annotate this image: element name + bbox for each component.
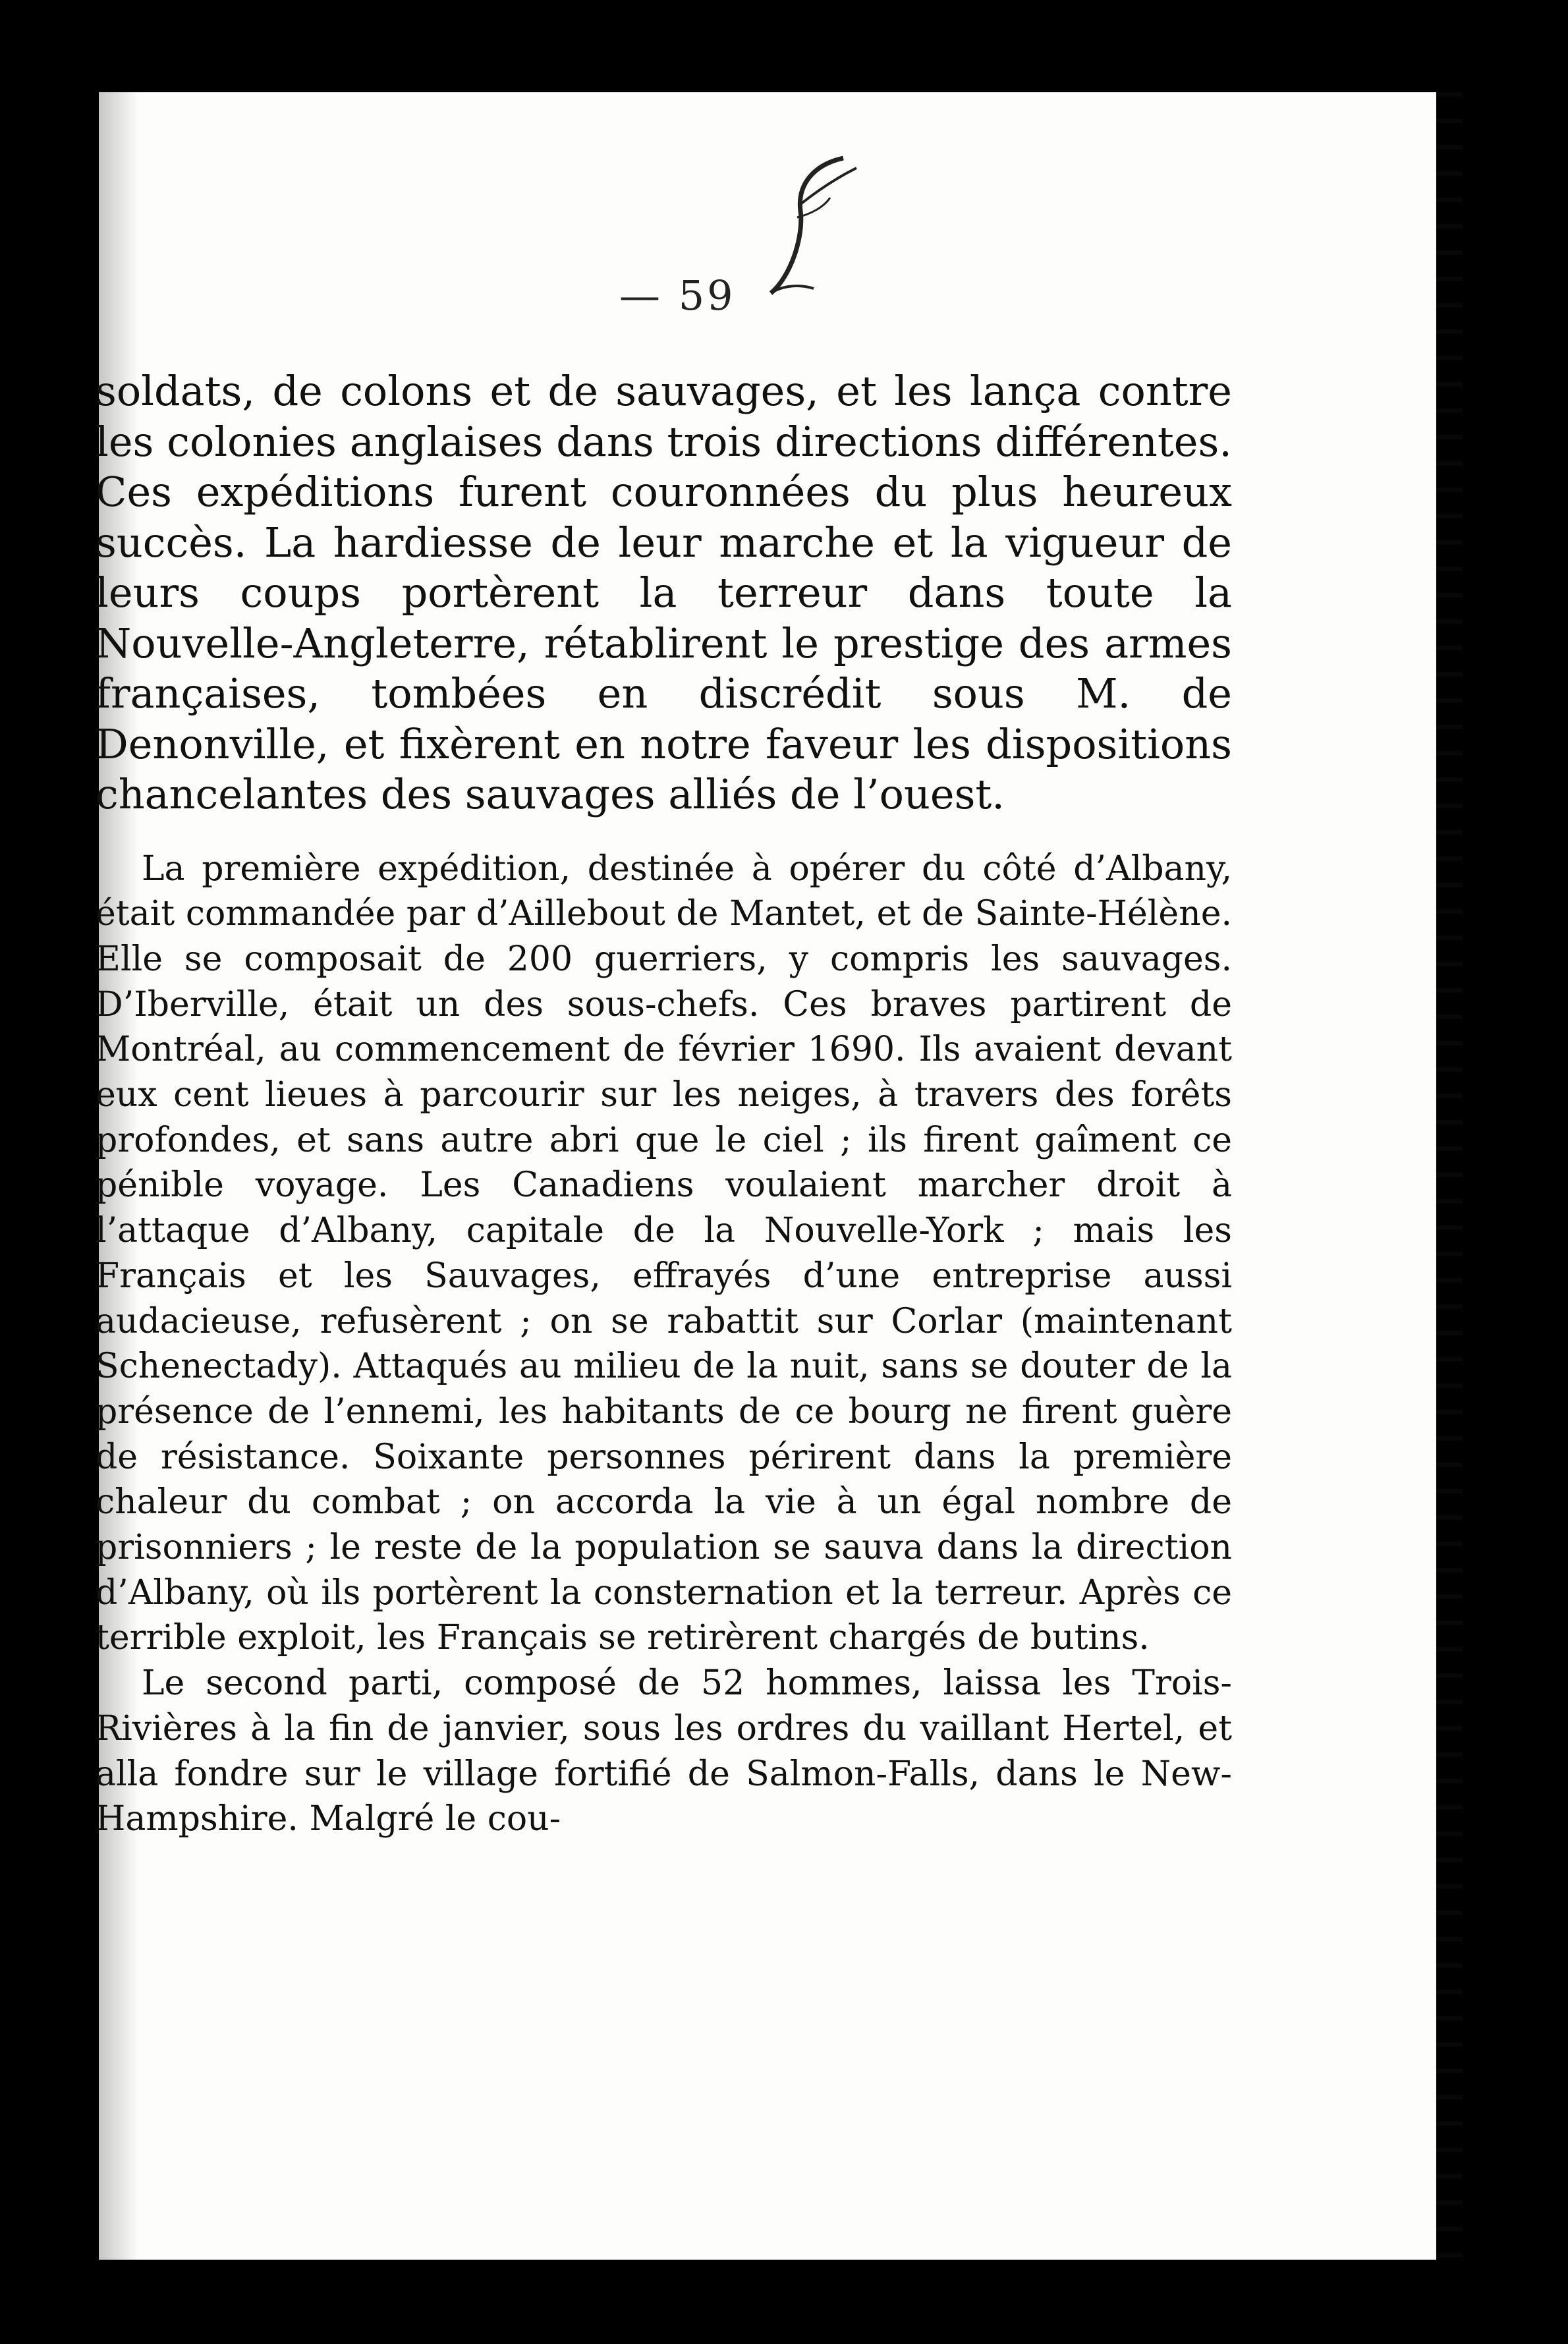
paragraph-large: soldats, de colons et de sauvages, et les lança contre les colonies anglaises dans trois directions différentes. Ces expéditions furent couronnées du plus heureux succès. La hardiesse de leur marche et la vigueur de leurs coups portèrent la terreur dans toute la Nouvelle-Angleterre, rétablirent le prestige des armes françaises, tombées en discrédit sous M. de Denonville, et fixèrent en notre faveur les dispositions chancelantes des sauvages alliés de l’ouest. (96, 367, 1232, 818)
small-text-block (96, 847, 1232, 1842)
scan-right-edge (1436, 92, 1463, 2260)
signature-mark (751, 152, 863, 303)
paragraph-small: Le second parti, composé de 52 hommes, laissa les Trois-Rivières à la fin de janvier, sous les ordres du vaillant Hertel, et alla fondre sur le village fortifié de Salmon-Falls, dans le New-Hampshire. Malgré le cou- (96, 1663, 1232, 1839)
page-number: — 59 (619, 271, 736, 320)
scan-left-border (0, 0, 99, 2344)
page-header (606, 250, 870, 323)
paragraph-small: La première expédition, destinée à opérer du côté d’Albany, était commandée par d’Aillebout de Mantet, et de Sainte-Hélène. Elle se composait de 200 guerriers, y compris les sauvages. D’Iberville, était un des sous-chefs. Ces braves partirent de Montréal, au commencement de février 1690. Ils avaient devant eux cent lieues à parcourir sur les neiges, à travers des forêts profondes, et sans autre abri que le ciel ; ils firent gaîment ce pénible voyage. Les Canadiens voulaient marcher droit à l’attaque d’Albany, capitale de la Nouvelle-York ; mais les Français et les Sauvages, effrayés d’une entreprise aussi audacieuse, refusèrent ; on se rabattit sur Corlar (maintenant Schenectady). Attaqués au milieu de la nuit, sans se douter de la présence de l’ennemi, les habitants de ce bourg ne firent guère de résistance. Soixante personnes périrent dans la première chaleur du combat ; on accorda la vie à un égal nombre de prisonniers ; le reste de la population se sauva dans la direction d’Albany, où ils portèrent la consternation et la terreur. Après ce terrible exploit, les Français se retirèrent chargés de butins. (96, 849, 1232, 1658)
large-text-block (96, 366, 1232, 820)
page-body (96, 366, 1232, 1842)
